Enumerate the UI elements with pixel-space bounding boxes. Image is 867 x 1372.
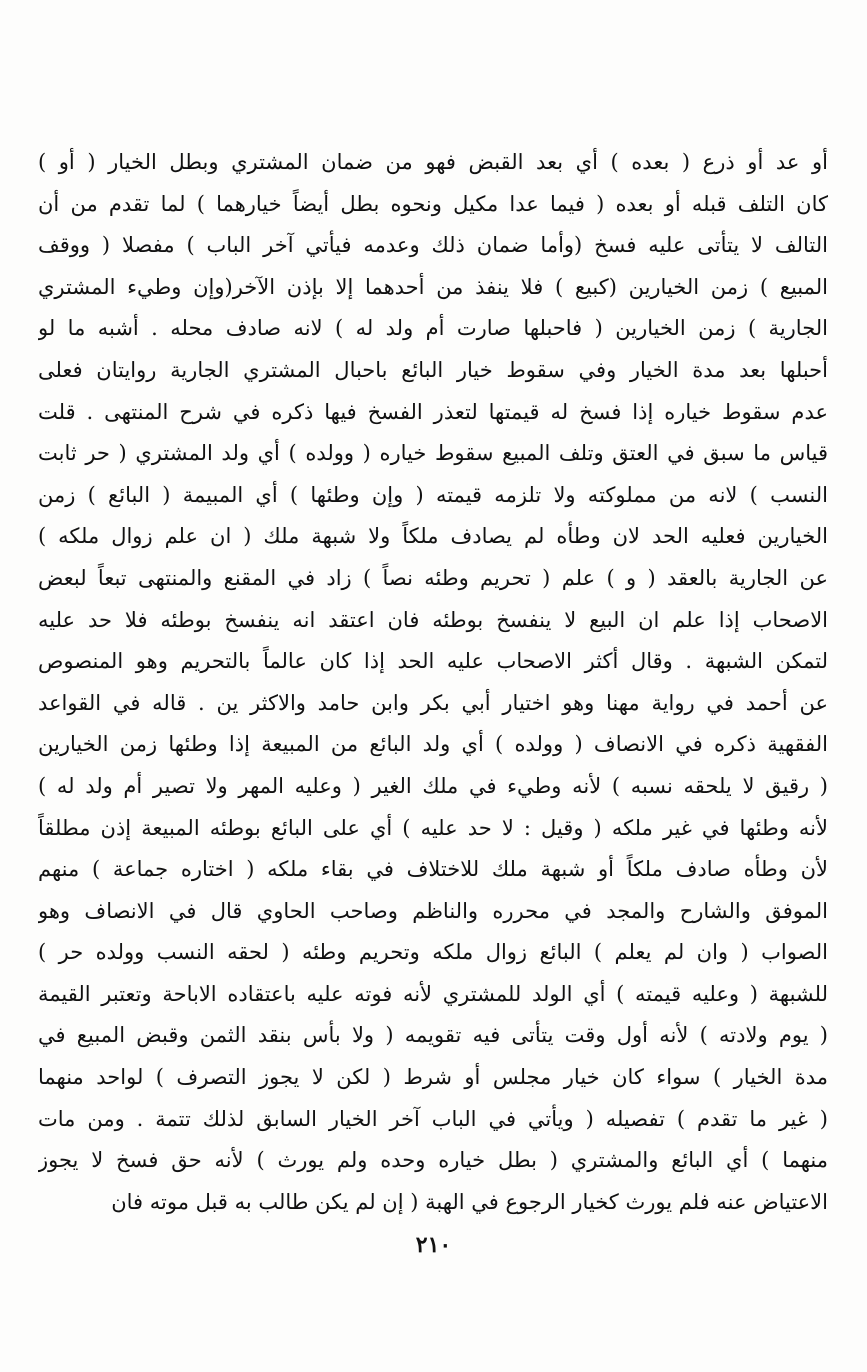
- text-line: ( يوم ولادته ) لأنه أول وقت يتأتى فيه تقويمه ( ولا بأس بنقد الثمن وقبض المبيع في: [38, 1023, 828, 1048]
- text-line: عن الجارية بالعقد ( و ) علم ( تحريم وطئه نصاً ) زاد في المقنع والمنتهى تبعاً لبعض: [38, 565, 828, 590]
- text-line: النسب ) لانه من مملوكته ولا تلزمه قيمته ( وإن وطئها ) أي المبيمة ( البائع ) زمن: [38, 482, 828, 507]
- text-line: منهما ) أي البائع والمشتري ( بطل خياره وحده ولم يورث ) لأنه حق فسخ لا يجوز: [38, 1148, 828, 1173]
- text-line: أحبلها بعد مدة الخيار وفي سقوط خيار البائع باحبال المشتري الجارية روايتان فعلى: [38, 357, 828, 382]
- text-line: الخيارين فعليه الحد لان وطأه لم يصادف ملكاً ولا شبهة ملك ( ان علم زوال ملكه ): [38, 524, 828, 549]
- text-line: عدم سقوط خياره إذا فسخ له قيمتها لتعذر الفسخ فيها ذكره في شرح المنتهى . قلت: [38, 399, 828, 424]
- text-line: ( غير ما تقدم ) تفصيله ( ويأتي في الباب آخر الخيار السابق لذلك تتمة . ومن مات: [38, 1106, 828, 1131]
- text-line: التالف لا يتأتى عليه فسخ (وأما ضمان ذلك وعدمه فيأتي آخر الباب ) مفصلا ( ووقف: [38, 233, 828, 258]
- text-line: المبيع ) زمن الخيارين (كبيع ) فلا ينفذ من أحدهما إلا بإذن الآخر(وإن وطيء المشتري: [38, 274, 828, 299]
- text-line: لتمكن الشبهة . وقال أكثر الاصحاب عليه الحد إذا كان عالماً بالتحريم وهو المنصوص: [38, 649, 828, 674]
- text-line: لأن وطأه صادف ملكاً أو شبهة ملك للاختلاف في بقاء ملكه ( اختاره جماعة ) منهم: [38, 857, 828, 882]
- text-line: للشبهة ( وعليه قيمته ) أي الولد للمشتري لأنه فوته عليه باعتقاده الاباحة وتعتبر القيمة: [38, 981, 828, 1006]
- text-line: الموفق والشارح والمجد في محرره والناظم وصاحب الحاوي قال في الانصاف وهو: [38, 898, 828, 923]
- page-number: ٢١٠: [415, 1232, 452, 1258]
- text-line: لأنه وطئها في غير ملكه ( وقيل : لا حد عليه ) أي على البائع بوطئه المبيعة إذن مطلقاً: [38, 815, 828, 840]
- text-line: الاعتياض عنه فلم يورث كخيار الرجوع في الهبة ( إن لم يكن طالب به قبل موته فان: [111, 1189, 828, 1214]
- text-line: كان التلف قبله أو بعده ( فيما عدا مكيل ونحوه بطل أيضاً خيارهما ) لما تقدم من أن: [38, 191, 828, 216]
- text-line: الصواب ( وان لم يعلم ) البائع زوال ملكه وتحريم وطئه ( لحقه النسب وولده حر ): [38, 940, 828, 965]
- text-line: الاصحاب إذا علم ان البيع لا ينفسخ بوطئه فان اعتقد انه ينفسخ بوطئه فلا حد عليه: [38, 607, 828, 632]
- body-text: [38, 142, 828, 1223]
- text-line: مدة الخيار ) سواء كان خيار مجلس أو شرط ( لكن لا يجوز التصرف ) لواحد منهما: [38, 1065, 828, 1090]
- text-line: أو عد أو ذرع ( بعده ) أي بعد القبض فهو من ضمان المشتري وبطل الخيار ( أو ): [38, 150, 828, 174]
- text-line: الجارية ) زمن الخيارين ( فاحبلها صارت أم ولد له ) لانه صادف محله . أشبه ما لو: [38, 316, 828, 341]
- text-line: عن أحمد في رواية مهنا وهو اختيار أبي بكر وابن حامد والاكثر ين . قاله في القواعد: [38, 690, 828, 715]
- text-line: الفقهية ذكره في الانصاف ( وولده ) أي ولد البائع من المبيعة إذا وطئها زمن الخيارين: [38, 732, 828, 757]
- text-line: قياس ما سبق في العتق وتلف المبيع سقوط خياره ( وولده ) أي ولد المشتري ( حر ثابت: [38, 441, 828, 466]
- text-line: ( رقيق لا يلحقه نسبه ) لأنه وطيء في ملك الغير ( وعليه المهر ولا تصير أم ولد له ): [38, 773, 828, 798]
